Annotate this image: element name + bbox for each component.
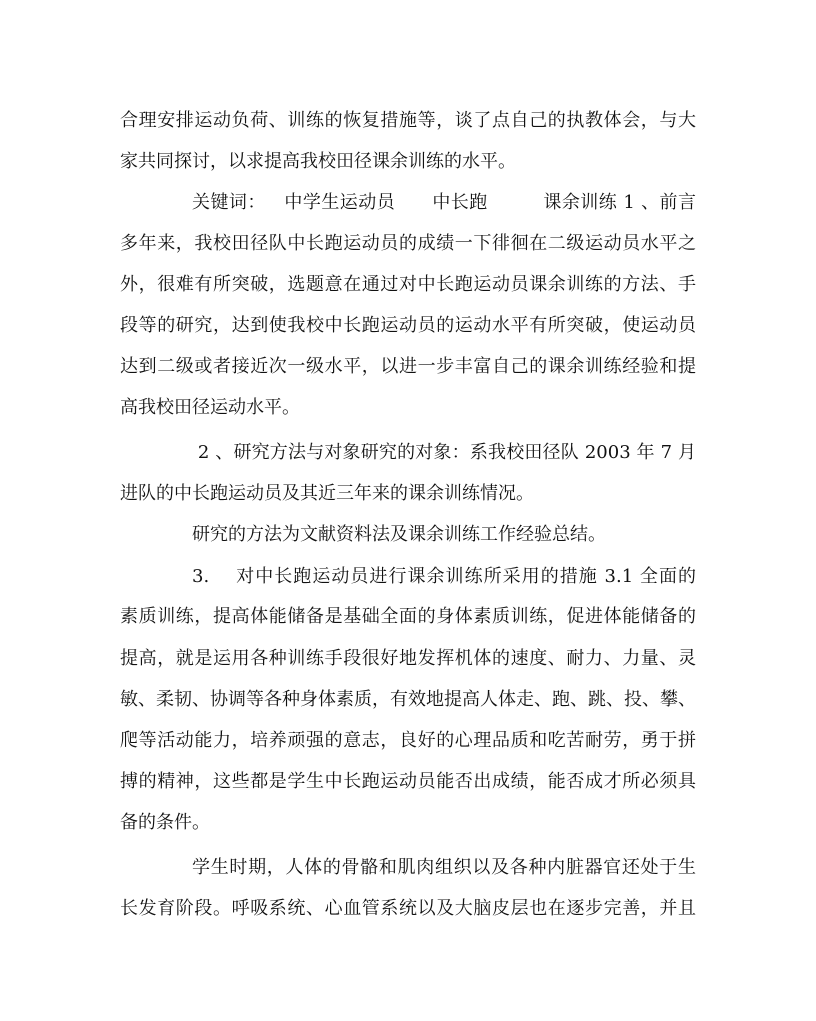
text-line: 敏、柔韧、协调等各种身体素质，有效地提高人体走、跑、跳、投、攀、 bbox=[120, 689, 696, 710]
text-line: 段等的研究，达到使我校中长跑运动员的运动水平有所突破，使运动员 bbox=[120, 315, 696, 336]
text-line: 提高，就是运用各种训练手段很好地发挥机体的速度、耐力、力量、灵 bbox=[120, 648, 696, 669]
keywords-line: 关键词： 中学生运动员 中长跑 课余训练 1 、前言 bbox=[192, 192, 696, 213]
text-line: 合理安排运动负荷、训练的恢复措施等，谈了点自己的执教体会，与大 bbox=[120, 110, 696, 131]
text-line: 搏的精神，这些都是学生中长跑运动员能否出成绩，能否成才所必须具 bbox=[120, 771, 696, 792]
text-line: 素质训练，提高体能储备是基础全面的身体素质训练，促进体能储备的 bbox=[120, 606, 696, 627]
text-line: 备的条件。 bbox=[120, 812, 210, 833]
text-line: 长发育阶段。呼吸系统、心血管系统以及大脑皮层也在逐步完善，并且 bbox=[120, 898, 696, 919]
text-line: 高我校田径运动水平。 bbox=[120, 397, 300, 418]
text-line: 多年来，我校田径队中长跑运动员的成绩一下徘徊在二级运动员水平之 bbox=[120, 233, 696, 254]
text-line: 达到二级或者接近次一级水平，以进一步丰富自己的课余训练经验和提 bbox=[120, 356, 696, 377]
text-line: 进队的中长跑运动员及其近三年来的课余训练情况。 bbox=[120, 483, 534, 504]
section-heading-line: 2 、研究方法与对象研究的对象：系我校田径队 2003 年 7 月 bbox=[192, 442, 696, 463]
text-line: 学生时期，人体的骨骼和肌肉组织以及各种内脏器官还处于生 bbox=[192, 857, 696, 878]
section-heading-line: 3. 对中长跑运动员进行课余训练所采用的措施 3.1 全面的 bbox=[192, 566, 696, 587]
text-line: 爬等活动能力，培养顽强的意志，良好的心理品质和吃苦耐劳，勇于拼 bbox=[120, 730, 696, 751]
text-line: 外，很难有所突破，选题意在通过对中长跑运动员课余训练的方法、手 bbox=[120, 274, 696, 295]
text-line: 研究的方法为文献资料法及课余训练工作经验总结。 bbox=[192, 524, 606, 545]
text-line: 家共同探讨，以求提高我校田径课余训练的水平。 bbox=[120, 151, 516, 172]
